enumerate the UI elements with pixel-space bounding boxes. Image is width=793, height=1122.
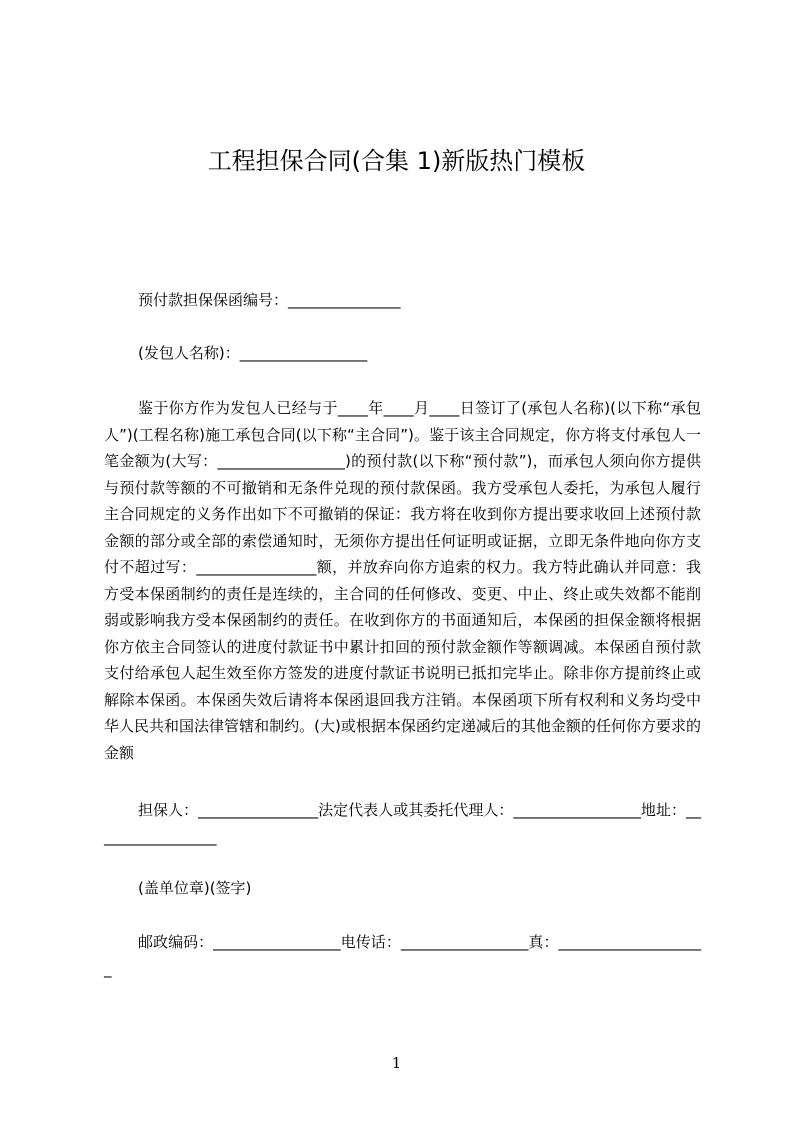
employer-name-line: (发包人名称)：_________________ xyxy=(138,344,368,362)
guarantee-body-paragraph: 鉴于你方作为发包人已经与于____年____月____日签订了(承包人名称)(以下称“承包人”)(工程名称)施工承包合同(以下称“主合同”)。鉴于该主合同规定，你方将支付承包人一笔金额为(大写：_________________)的预付款(以下称“预付款”)，而承包人须向你方提供与预付款等额的不可撤销和无条件兑现的预付款保函。我方受承包人委托，为承包人履行主合同规定的义务作出如下不可撤销的保证：我方将在收到你方提出要求收回上述预付款金额的部分或全部的索偿通知时，无须你方提出任何证明或证据，立即无条件地向你方支付不超过写：________________额，并放弃向你方追索的权力。我方特此确认并同意：我方受本保函制约的责任是连续的，主合同的任何修改、变更、中止、终止或失效都不能削弱或影响我方受本保函制约的责任。在收到你方的书面通知后，本保函的担保金额将根据你方依主合同签认的进度付款证书中累计扣回的预付款金额作等额调减。本保函自预付款支付给承包人起生效至你方签发的进度付款证书说明已抵扣完毕止。除非你方提前终止或解除本保函。本保函失效后请将本保函退回我方注销。本保函项下所有权利和义务均受中华人民共和国法律管辖和制约。(大)或根据本保函约定递减后的其他金额的任何你方要求的金额 xyxy=(104,399,701,762)
seal-signature-line: (盖单位章)(签字) xyxy=(138,879,252,897)
guarantor-info-line: 担保人：________________法定代表人或其委托代理人：_________________地址：_________________ xyxy=(104,801,701,846)
page-number: 1 xyxy=(391,1054,402,1072)
document-title: 工程担保合同(合集 1)新版热门模板 xyxy=(207,147,586,175)
guarantee-number-line: 预付款担保保函编号：_______________ xyxy=(138,291,401,309)
contact-info-line: 邮政编码：_________________电传话：_________________真：____________________ xyxy=(104,933,701,978)
